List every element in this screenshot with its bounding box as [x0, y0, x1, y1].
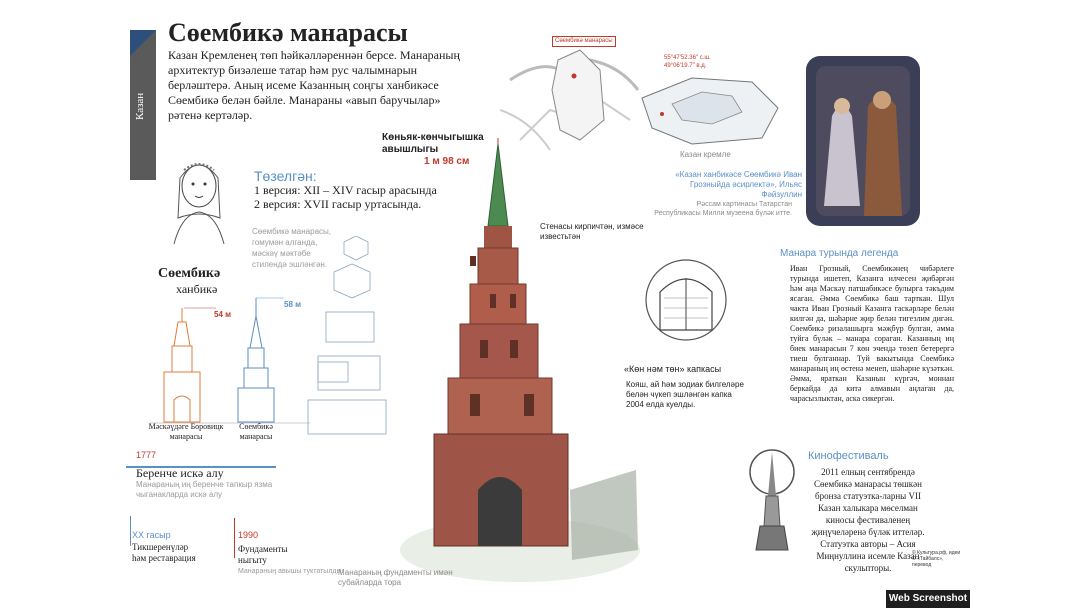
intro-text: Казан Кремленең төп һәйкәлләреннән берсе. Манараның архитектур бизәлеше татар һәм рус чалымнарын берләштерә. Аның исеме Казанның соңгы ханбикәсе Сөембикә белән бәйле. Манараны «авып баручылар» рәтенә кертәләр.: [168, 48, 460, 122]
floor-plans: [304, 236, 400, 436]
timeline-xx-marker: [130, 516, 131, 546]
portrait-illustration: [160, 148, 238, 248]
festival-body: 2011 елның сентябрендә Сөембикә манарасы төшкән бронза статуэтка-ларны VII Казан халыкара мөселман киносы фестиваленең җиңүчеләренә бүләк иттеләр. Статуэтка авторы – Асия Миңнуллина исемле Казан скульпторы.: [811, 467, 925, 573]
comparison-right-height: 58 м: [284, 300, 302, 309]
sidebar-tag: [130, 30, 156, 180]
portrait-name: Сөембикә: [158, 266, 221, 281]
timeline-1990-marker: [234, 518, 235, 558]
statuette-illustration: [744, 446, 800, 556]
credits: © Культура.рф, идеи © «Тайбалс», перевод: [912, 550, 961, 568]
timeline-year-1777: 1777: [136, 450, 157, 460]
painting-image: [806, 56, 920, 226]
gate-heading: «Көн нәм төн» капкасы: [624, 364, 722, 374]
timeline-1990-sub: Манараның авышы туктатылды.: [238, 568, 344, 575]
painting-caption: Рәссам картинасы Татарстан Республикасы Милли музеена бүләк итте.: [654, 201, 792, 217]
legend-body: Иван Грозный, Сөембикәнең чибәрлеге турында ишетеп, Казанга илчесен җибәргән һәм аңа Мәскәү патшабикәсе булырга тәкъдим ясаган. Әмма Сөембикә баш тарткан. Шул чакта Иван Грозный Казанга гаскәрләре белән килгән да, шәһәрне җир белән тигезлим дигән. Сөембикә ризалашырга мәҗбүр булган, әмма туйга бүләк – манара сораган. Казанның иң биек манарасын 7 көн эчендә төзеп бетерергә тиеш булганнар. Туй вакытында Сөембикә манараның иң өстенә менеп, шәһәрне күзәткән. Әмма, яраткан Казанын күргәч, моннан беркайда да китә алмавын аңлаган да, чарасызлыктан, аска сикергән.: [790, 264, 954, 403]
sidebar-tag-label: Казан: [134, 92, 146, 120]
timeline-first-body: Манараның иң беренче тапкыр язма чыганакларда искә алу: [136, 480, 273, 499]
tilt-value: 1 м 98 см: [424, 156, 470, 167]
page-title: Сөембикә манарасы: [168, 18, 408, 47]
built-version-1: 1 версия: XII – XIV гасыр арасында: [254, 183, 437, 197]
built-version-2: 2 версия: XVII гасыр уртасында.: [254, 197, 422, 211]
timeline-xx-label: XX гасыр: [132, 530, 171, 540]
legend-heading: Манара турында легенда: [780, 248, 899, 259]
gate-illustration: [644, 258, 728, 342]
timeline-xx-body: Тикшеренүләр һәм реставрация: [132, 542, 196, 563]
portrait-caption: Сөембикә манарасы, гомумән алганда, мәскәү мәктәбе стилендә эшләнгән.: [252, 227, 331, 269]
comparison-left-label: Мәскәүдәге Боровицк манарасы: [148, 422, 224, 441]
foundation-caption: Манараның фундаменты имән субайларда тора: [338, 568, 453, 587]
built-heading: Төзелгән:: [254, 168, 317, 184]
tilt-heading: Көньяк-көнчыгышка авышлыгы: [382, 132, 484, 155]
timeline-first-heading: Беренче искә алу: [136, 466, 224, 480]
kremlin-plan: [632, 68, 782, 148]
festival-heading: Кинофестиваль: [808, 450, 889, 462]
map-tower-label: Сөембикә манарасы: [552, 36, 616, 47]
timeline-year-1990: 1990: [238, 530, 259, 540]
watermark-badge: Web Screenshot: [886, 590, 970, 608]
tower-illustration: [400, 130, 640, 585]
comparison-left-height: 54 м: [214, 310, 232, 319]
painting-title: «Казан ханбикәсе Сөембикә Иван Грозныйда әсирлектә», Ильяс Фәйзуллин: [675, 170, 802, 199]
kremlin-caption: Казан кремле: [680, 150, 731, 159]
map-coordinates: 55°47'52.36" с.ш. 49°06'19.7" в.д.: [664, 55, 711, 69]
portrait-subtitle: ханбикә: [176, 282, 218, 296]
gate-body: Кояш, ай һәм зодиак билгеләре белән чүкеп эшләнгән капка 2004 елда куелды.: [626, 380, 744, 409]
wall-caption: Стенасы кирпичтән, измәсе известьтән: [540, 222, 644, 241]
timeline-1990-body: Фундаменты ныгыту: [238, 544, 288, 565]
tag-corner: [130, 30, 156, 56]
comparison-right-label: Сөембикә манарасы: [239, 422, 273, 441]
